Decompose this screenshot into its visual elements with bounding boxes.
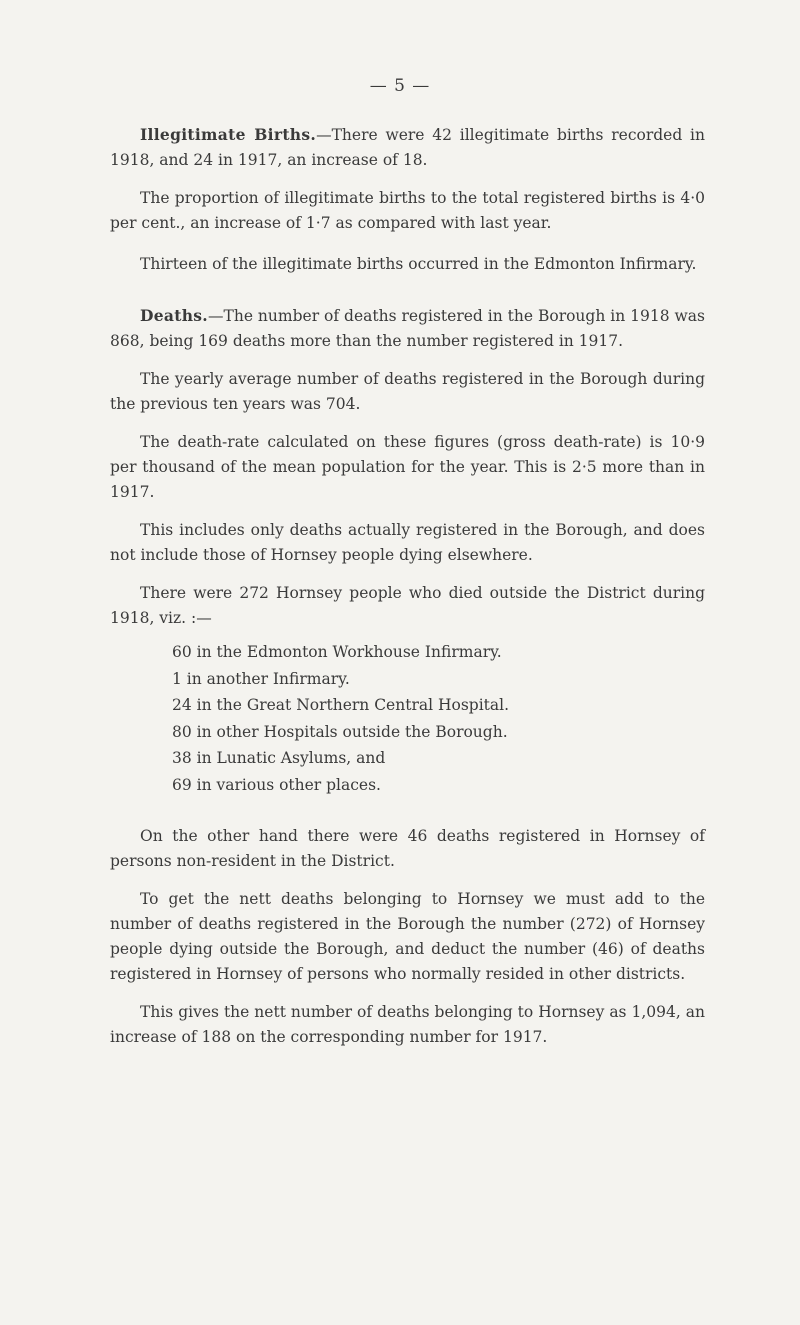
list-item: 60 in the Edmonton Workhouse Infirmary. xyxy=(172,643,502,661)
illegitimate-births-paragraph xyxy=(110,122,705,173)
list-item: 69 in various other places. xyxy=(172,775,381,794)
died-outside-paragraph: There were 272 Hornsey people who died outside the District during 1918, viz. :— xyxy=(110,584,705,627)
page-number: — 5 — xyxy=(369,76,431,96)
deaths-paragraph xyxy=(110,303,705,354)
edmonton-infirmary-paragraph: Thirteen of the illegitimate births occurred in the Edmonton Infirmary. xyxy=(140,255,697,273)
non-resident-paragraph: On the other hand there were 46 deaths registered in Hornsey of persons non-resident in the District. xyxy=(110,827,705,870)
yearly-average-paragraph: The yearly average number of deaths registered in the Borough during the previous ten years was 704. xyxy=(110,370,705,413)
deaths-outside-list xyxy=(110,639,705,798)
illegitimate-proportion-paragraph: The proportion of illegitimate births to the total registered births is 4·0 per cent., an increase of 1·7 as compared with last year. xyxy=(110,189,705,232)
nett-deaths-method-paragraph: To get the nett deaths belonging to Hornsey we must add to the number of deaths registered in the Borough the number (272) of Hornsey people dying outside the Borough, and deduct the number (46) of deaths registered in Hornsey of persons who normally resided in other districts. xyxy=(110,890,705,983)
registered-only-paragraph: This includes only deaths actually registered in the Borough, and does not include those of Hornsey people dying elsewhere. xyxy=(110,521,705,564)
deaths-text: —The number of deaths registered in the Borough in 1918 was 868, being 169 deaths more than the number registered in 1917. xyxy=(110,307,705,350)
list-item: 24 in the Great Northern Central Hospital. xyxy=(172,696,510,714)
page-body xyxy=(110,122,705,1050)
nett-deaths-total-paragraph: This gives the nett number of deaths belonging to Hornsey as 1,094, an increase of 188 on the corresponding number for 1917. xyxy=(110,1003,705,1046)
illegitimate-births-heading: Illegitimate Births. xyxy=(140,125,317,144)
list-item: 38 in Lunatic Asylums, and xyxy=(172,749,386,767)
illegitimate-births-text: —There were 42 illegitimate births recorded in 1918, and 24 in 1917, an increase of 18. xyxy=(110,126,705,169)
list-item: 80 in other Hospitals outside the Borough. xyxy=(172,722,508,741)
list-item: 1 in another Infirmary. xyxy=(172,669,350,688)
death-rate-paragraph: The death-rate calculated on these figures (gross death-rate) is 10·9 per thousand of the mean population for the year. This is 2·5 more than in 1917. xyxy=(110,433,705,501)
deaths-heading: Deaths. xyxy=(140,306,208,325)
